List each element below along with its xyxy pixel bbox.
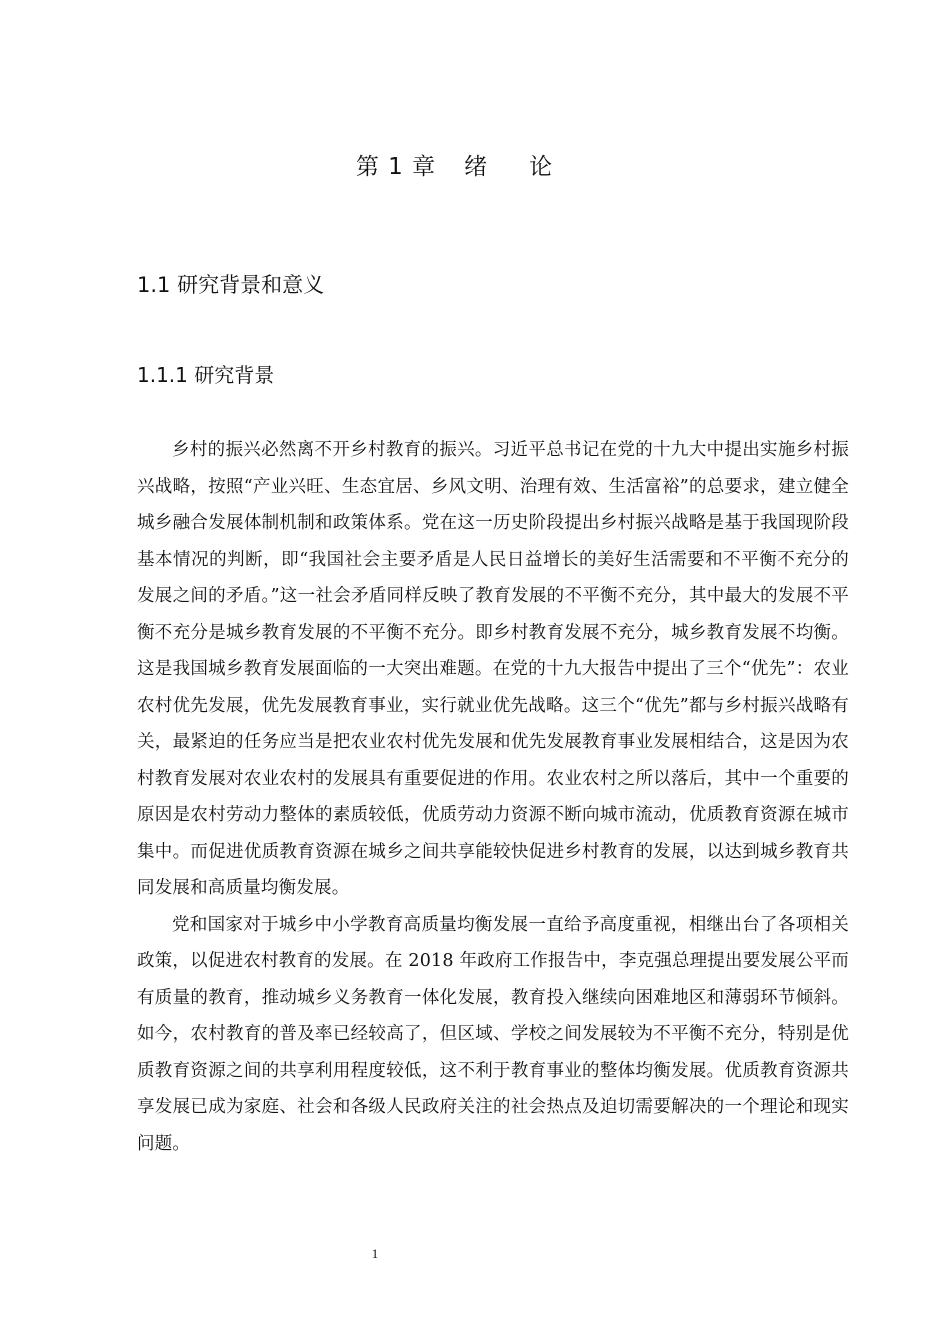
section-heading: 1.1 研究背景和意义 (137, 273, 325, 297)
subsection-heading: 1.1.1 研究背景 (137, 363, 275, 387)
paragraph: 乡村的振兴必然离不开乡村教育的振兴。习近平总书记在党的十九大中提出实施乡村振兴战略，按照“产业兴旺、生态宜居、乡风文明、治理有效、生活富裕”的总要求，建立健全城乡融合发展体制机制和政策体系。党在这一历史阶段提出乡村振兴战略是基于我国现阶段基本情况的判断，即“我国社会主要矛盾是人民日益增长的美好生活需要和不平衡不充分的发展之间的矛盾。”这一社会矛盾同样反映了教育发展的不平衡不充分，其中最大的发展不平衡不充分是城乡教育发展的不平衡不充分。即乡村教育发展不充分，城乡教育发展不均衡。这是我国城乡教育发展面临的一大突出难题。在党的十九大报告中提出了三个“优先”：农业农村优先发展，优先发展教育事业，实行就业优先战略。这三个“优先”都与乡村振兴战略有关，最紧迫的任务应当是把农业农村优先发展和优先发展教育事业发展相结合，这是因为农村教育发展对农业农村的发展具有重要促进的作用。农业农村之所以落后，其中一个重要的原因是农村劳动力整体的素质较低，优质劳动力资源不断向城市流动，优质教育资源在城市集中。而促进优质教育资源在城乡之间共享能较快促进乡村教育的发展，以达到城乡教育共同发展和高质量均衡发展。 (137, 440, 849, 898)
paragraph: 党和国家对于城乡中小学教育高质量均衡发展一直给予高度重视，相继出台了各项相关政策，以促进农村教育的发展。在 2018 年政府工作报告中，李克强总理提出要发展公平而有质量的教育，推动城乡义务教育一体化发展，教育投入继续向困难地区和薄弱环节倾斜。如今，农村教育的普及率已经较高了，但区域、学校之间发展较为不平衡不充分，特别是优质教育资源之间的共享利用程度较低，这不利于教育事业的整体均衡发展。优质教育资源共享发展已成为家庭、社会和各级人民政府关注的社会热点及迫切需要解决的一个理论和现实问题。 (137, 914, 849, 1154)
page-number: 1 (371, 1246, 379, 1261)
chapter-number: 第 1 章 (355, 154, 437, 180)
chapter-name: 绪论 (464, 154, 595, 180)
body-text (137, 432, 849, 1162)
chapter-title (0, 147, 950, 187)
